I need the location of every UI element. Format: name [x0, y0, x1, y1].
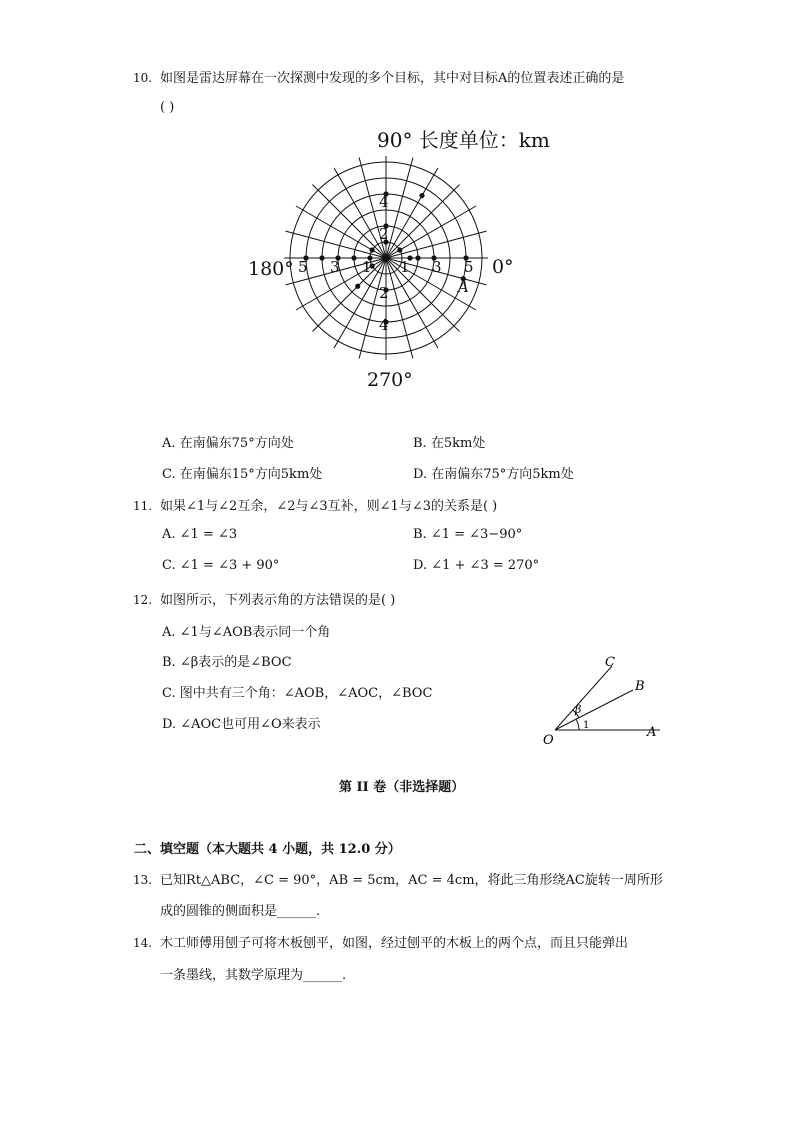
- radar-target-dot: [370, 247, 375, 252]
- radar-ring-number: 3: [330, 258, 340, 276]
- radar-ring-number: 3: [432, 258, 442, 276]
- radar-target-a-label: A: [458, 278, 469, 296]
- q13-line2: 成的圆锥的侧面积是______.: [160, 904, 321, 919]
- ray-ob: [555, 690, 633, 730]
- q12-stem: 如图所示，下列表示角的方法错误的是( ): [160, 593, 396, 608]
- q14-line1: 木工师傅用刨子可将木板刨平，如图，经过刨平的木板上的两个点，而且只能弹出: [160, 936, 629, 951]
- radar-spoke: [386, 168, 438, 258]
- radar-spoke: [386, 231, 486, 258]
- part2-title: 第 II 卷（非选择题）: [339, 780, 465, 795]
- q11-option-c[interactable]: C. ∠1 = ∠3 + 90°: [162, 558, 280, 573]
- q12-option-b[interactable]: B. ∠β表示的是∠BOC: [162, 655, 292, 670]
- q10-option-c[interactable]: C. 在南偏东15°方向5km处: [162, 467, 323, 482]
- q14-line2: 一条墨线，其数学原理为______.: [160, 968, 347, 983]
- radar-target-dot: [415, 255, 420, 260]
- radar-target-dot: [355, 284, 360, 289]
- radar-label-270: 270°: [367, 369, 413, 391]
- radar-ring-number: 2: [379, 284, 389, 302]
- radar-ring-number: 4: [379, 316, 389, 334]
- q10-stem: 如图是雷达屏幕在一次探测中发现的多个目标，其中对目标A的位置表述正确的是: [160, 71, 625, 86]
- radar-spoke: [386, 258, 438, 348]
- radar-ring-number: 1: [400, 258, 410, 276]
- q11-option-b[interactable]: B. ∠1 = ∠3−90°: [413, 527, 523, 542]
- radar-target-dot: [397, 247, 402, 252]
- q11-option-a[interactable]: A. ∠1 = ∠3: [162, 527, 238, 542]
- label-b: B: [635, 679, 645, 694]
- label-beta: β: [575, 703, 582, 716]
- radar-ring-number: 5: [298, 258, 308, 276]
- label-one: 1: [583, 720, 590, 731]
- q10-number: 10.: [133, 71, 153, 85]
- q12-option-c[interactable]: C. 图中共有三个角：∠AOB，∠AOC，∠BOC: [162, 686, 433, 701]
- radar-spoke: [334, 258, 386, 348]
- radar-target-dot: [351, 255, 356, 260]
- q12-option-a[interactable]: A. ∠1与∠AOB表示同一个角: [162, 625, 331, 640]
- radar-title: 90° 长度单位：km: [377, 128, 550, 152]
- radar-spoke: [334, 168, 386, 258]
- radar-target-dot: [419, 193, 424, 198]
- radar-spoke: [386, 158, 413, 258]
- radar-label-180: 180°: [248, 258, 294, 280]
- radar-figure: [270, 150, 510, 370]
- q11-stem: 如果∠1与∠2互余，∠2与∠3互补，则∠1与∠3的关系是( ): [160, 499, 498, 514]
- q14-number: 14.: [133, 936, 153, 950]
- q11-option-d[interactable]: D. ∠1 + ∠3 = 270°: [413, 558, 540, 573]
- radar-spoke: [286, 231, 386, 258]
- q13-line1: 已知Rt△ABC，∠C = 90°，AB = 5cm，AC = 4cm，将此三角形绕AC旋转一周所形: [160, 873, 663, 888]
- radar-ring-number: 2: [379, 225, 389, 243]
- radar-spoke: [386, 258, 460, 332]
- q10-paren: ( ): [160, 100, 175, 115]
- radar-spoke: [312, 258, 386, 332]
- q12-option-d[interactable]: D. ∠AOC也可用∠O来表示: [162, 717, 321, 732]
- angle-figure: [535, 650, 675, 750]
- q10-option-d[interactable]: D. 在南偏东75°方向5km处: [413, 467, 574, 482]
- radar-spoke: [312, 184, 386, 258]
- radar-ring-number: 4: [379, 193, 389, 211]
- label-c: C: [605, 655, 615, 670]
- arc-angle-1: [576, 719, 579, 730]
- q13-number: 13.: [133, 873, 153, 887]
- q10-option-b[interactable]: B. 在5km处: [413, 436, 486, 451]
- radar-ring-number: 5: [464, 258, 474, 276]
- radar-label-0: 0°: [492, 256, 514, 278]
- label-a: A: [647, 725, 657, 740]
- q10-option-a[interactable]: A. 在南偏东75°方向处: [162, 436, 294, 451]
- radar-ring-number: 1: [362, 258, 372, 276]
- q12-number: 12.: [133, 593, 153, 607]
- label-o: O: [543, 733, 554, 748]
- section2-title: 二、填空题（本大题共 4 小题，共 12.0 分）: [134, 842, 401, 857]
- q11-number: 11.: [133, 499, 153, 513]
- radar-target-dot: [319, 255, 324, 260]
